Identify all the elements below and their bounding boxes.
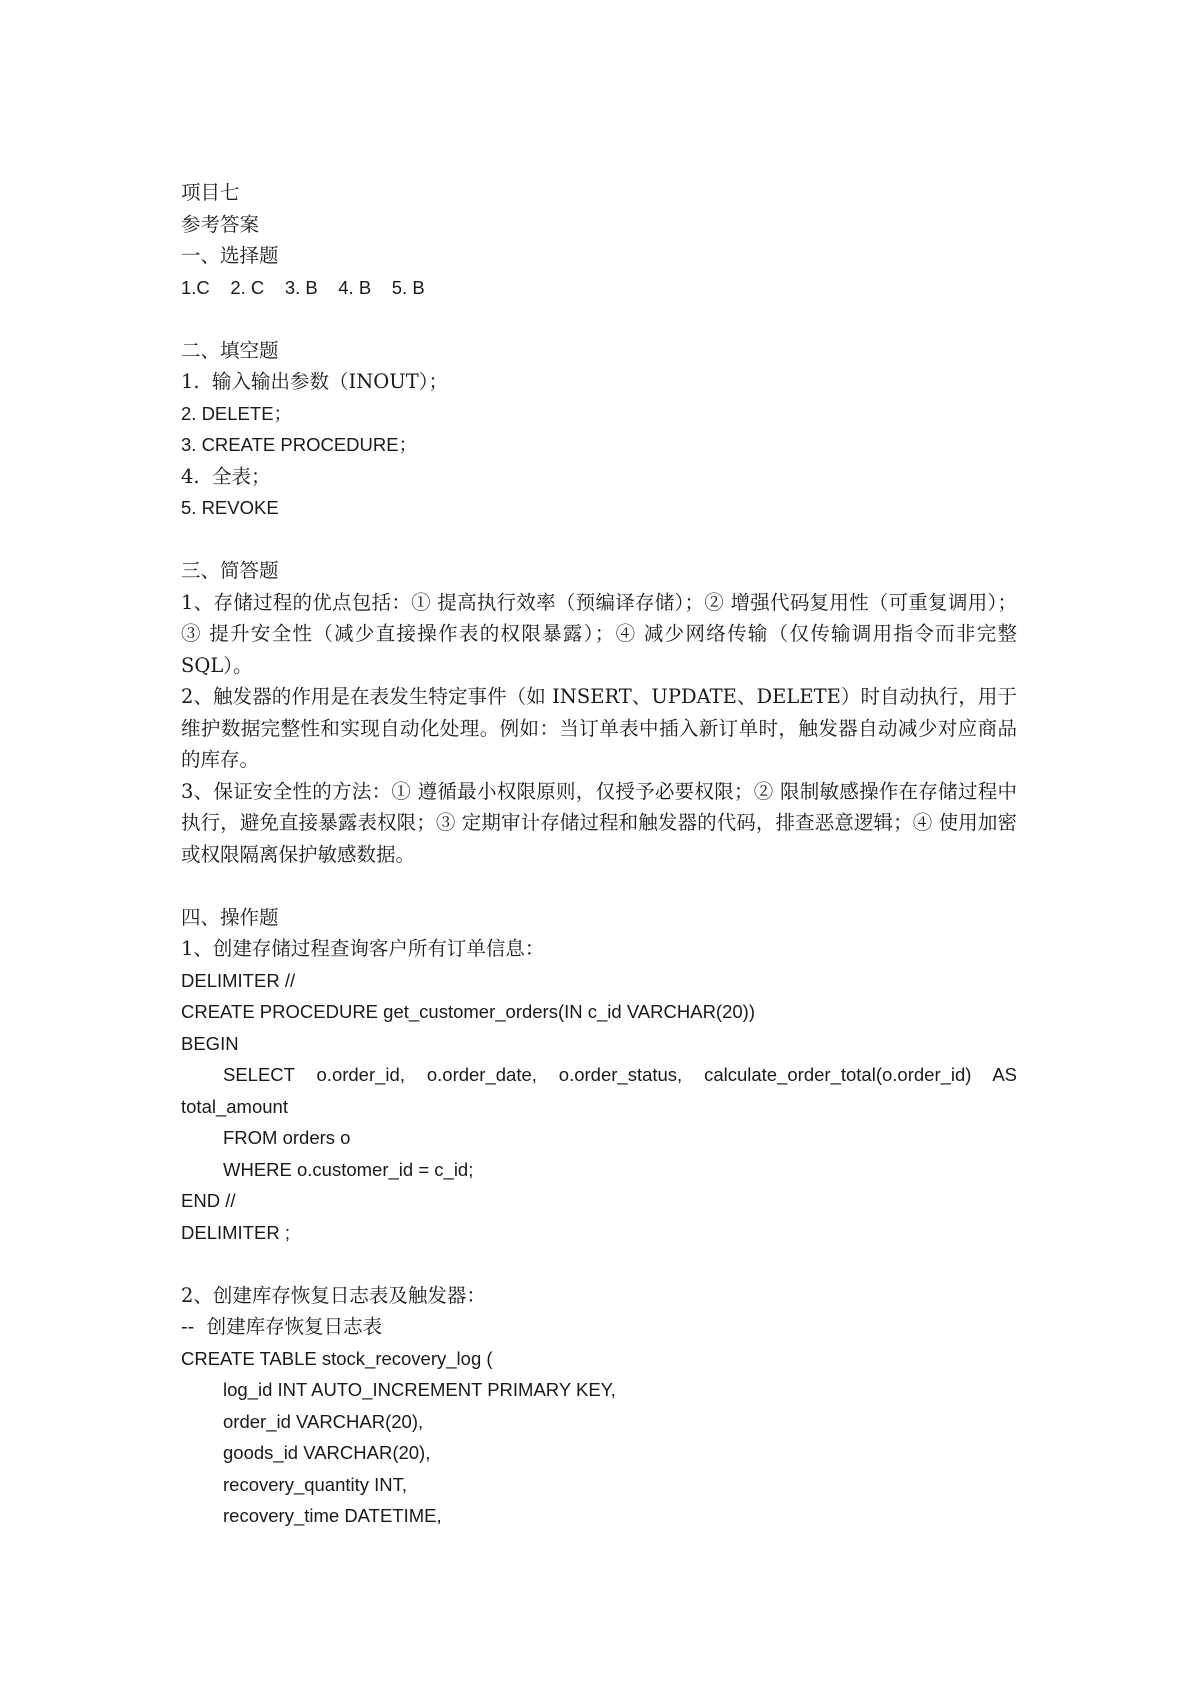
fill-answer-item: 1. 输入输出参数（INOUT）；: [181, 370, 448, 393]
short-answer-item: 1、存储过程的优点包括：① 提高执行效率（预编译存储）；② 增强代码复用性（可重复调用）；③ 提升安全性（减少直接操作表的权限暴露）；④ 减少网络传输（仅传输调用指令而非完整 SQL）。: [181, 590, 1017, 677]
section-heading-choice: 一、选择题: [181, 244, 279, 267]
document-page: [181, 177, 1017, 1532]
task-title: 1、创建存储过程查询客户所有订单信息：: [181, 937, 545, 960]
code-line: recovery_time DATETIME,: [223, 1505, 442, 1526]
spacer: [181, 1248, 1017, 1280]
fill-answer-item: 2. DELETE；: [181, 402, 293, 424]
code-line: order_id VARCHAR(20),: [223, 1410, 424, 1432]
code-line: CREATE PROCEDURE get_customer_orders(IN c_id VARCHAR(20)): [181, 1001, 755, 1022]
task-title: 2、创建库存恢复日志表及触发器：: [181, 1283, 486, 1307]
spacer: [181, 303, 1017, 335]
code-comment: -- 创建库存恢复日志表: [181, 1315, 383, 1338]
code-line: DELIMITER //: [181, 969, 296, 991]
code-line: CREATE TABLE stock_recovery_log (: [181, 1347, 493, 1369]
code-line-select: SELECT o.order_id, o.order_date, o.order_status, calculate_order_total(o.order_id) AS total_amount: [181, 1064, 1017, 1117]
code-line: log_id INT AUTO_INCREMENT PRIMARY KEY,: [223, 1379, 616, 1400]
fill-answer-item: 5. REVOKE: [181, 497, 279, 518]
code-line: recovery_quantity INT,: [223, 1473, 408, 1495]
spacer: [181, 870, 1017, 902]
short-answer-item: 3、保证安全性的方法：① 遵循最小权限原则，仅授予必要权限；② 限制敏感操作在存储过程中执行，避免直接暴露表权限；③ 定期审计存储过程和触发器的代码，排查恶意逻辑；④ 使用加密或权限隔离保护敏感数据。: [181, 779, 1017, 866]
code-line: DELIMITER ;: [181, 1221, 290, 1243]
code-line: END //: [181, 1190, 236, 1211]
choice-answers: 1.C 2. C 3. B 4. B 5. B: [181, 276, 425, 298]
fill-answer-item: 4. 全表；: [181, 464, 271, 488]
fill-answer-item: 3. CREATE PROCEDURE；: [181, 434, 418, 455]
doc-title: 项目七: [181, 181, 240, 204]
code-line: FROM orders o: [223, 1127, 351, 1148]
section-heading-short: 三、简答题: [181, 559, 279, 582]
spacer: [181, 524, 1017, 556]
doc-subtitle: 参考答案: [181, 212, 260, 236]
section-heading-fill: 二、填空题: [181, 338, 279, 362]
short-answer-item: 2、触发器的作用是在表发生特定事件（如 INSERT、UPDATE、DELETE）时自动执行，用于维护数据完整性和实现自动化处理。例如：当订单表中插入新订单时，触发器自动减少对应商品的库存。: [181, 685, 1017, 771]
code-line: WHERE o.customer_id = c_id;: [223, 1158, 474, 1180]
section-heading-operation: 四、操作题: [181, 905, 279, 929]
code-line: goods_id VARCHAR(20),: [223, 1442, 431, 1463]
code-line: BEGIN: [181, 1032, 239, 1054]
